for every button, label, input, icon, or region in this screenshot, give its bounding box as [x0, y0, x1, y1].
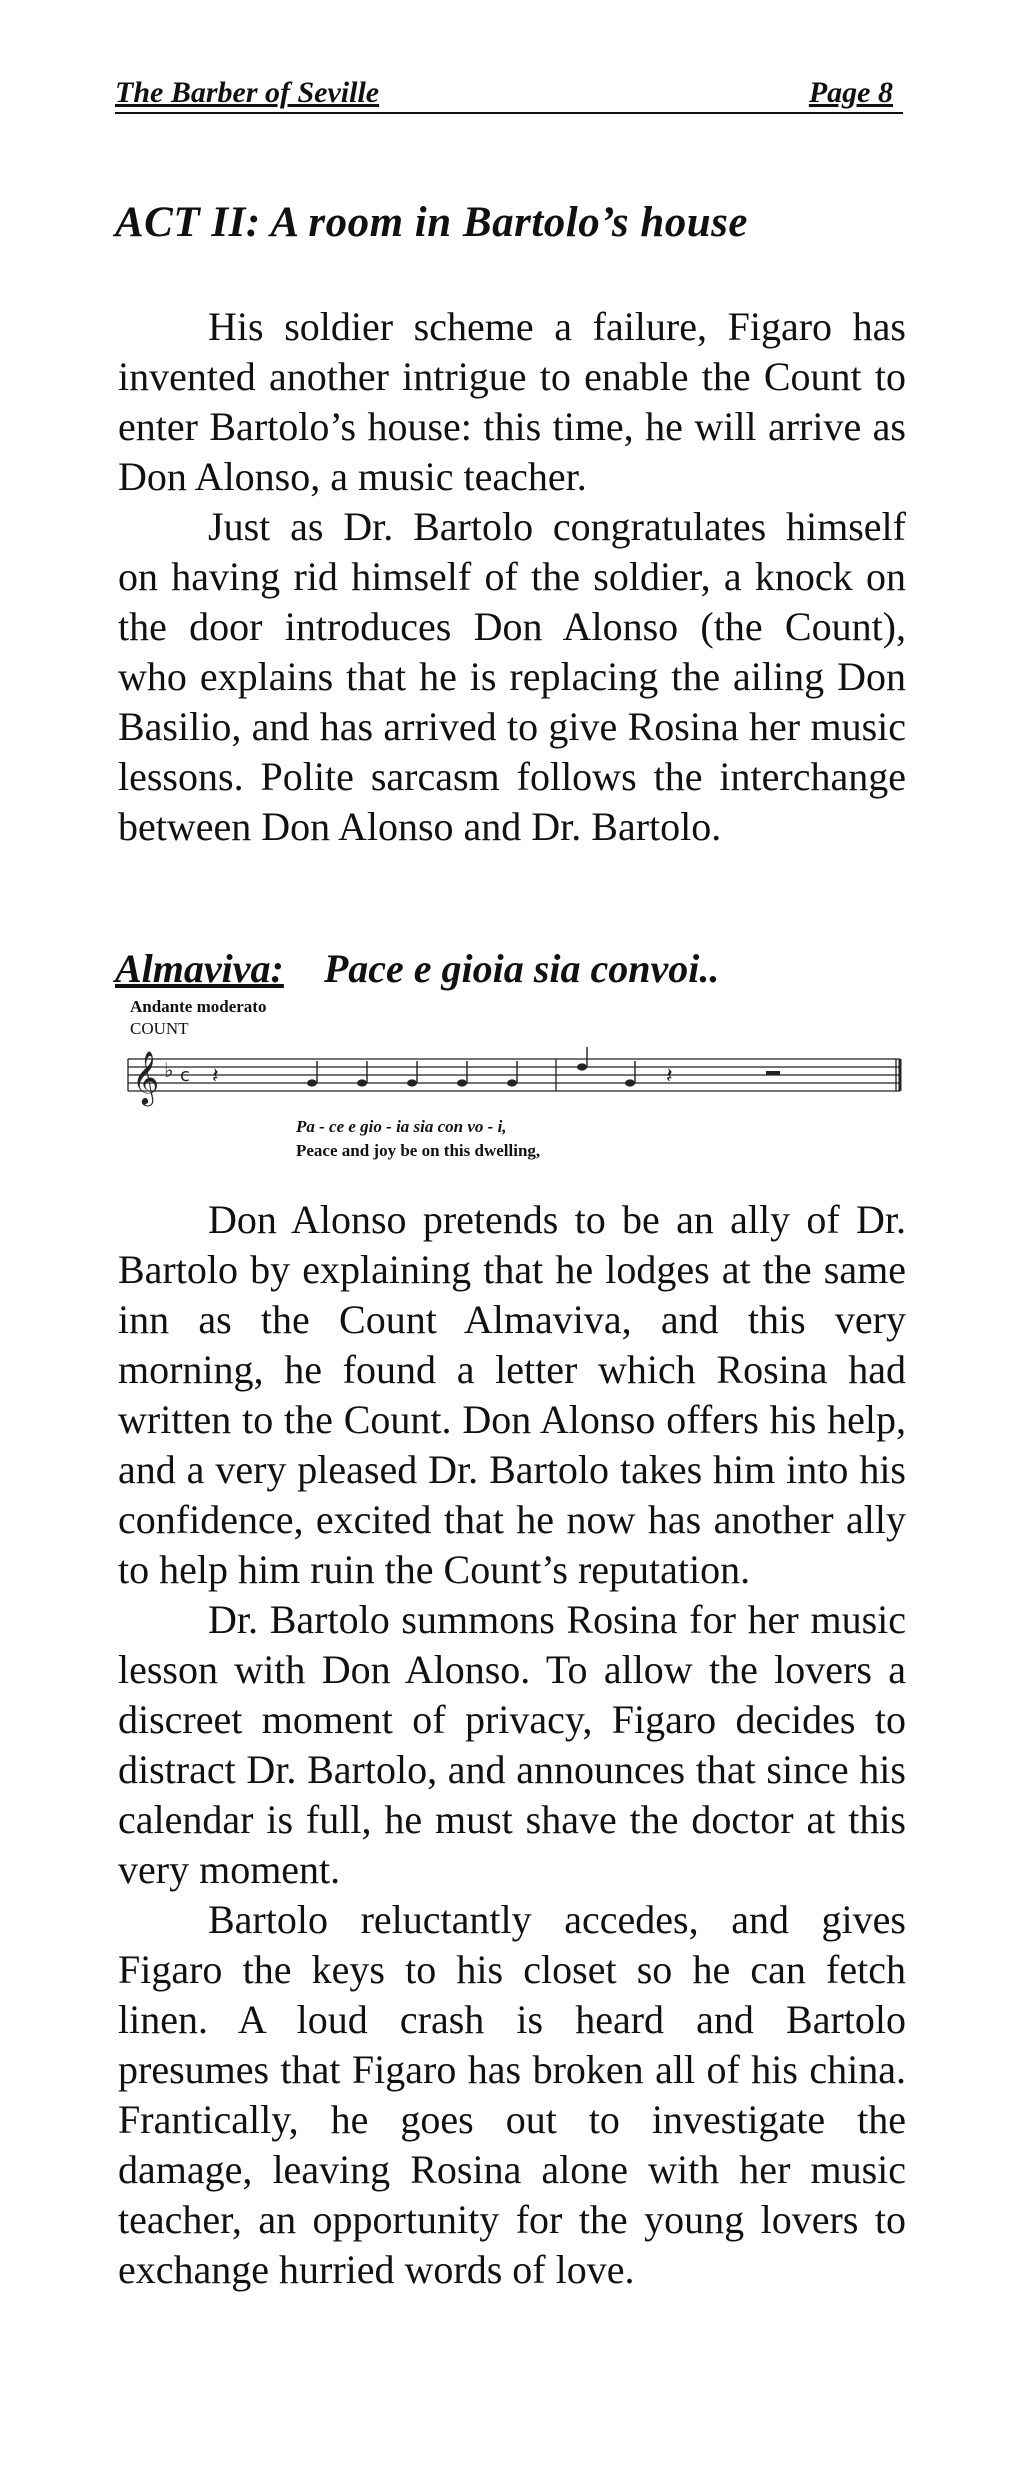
paragraph: His soldier scheme a failure, Figaro has invented another intrigue to enable the Count to enter Bartolo’s house: this time, he will arrive as Don Alonso, a music teacher. [118, 304, 906, 499]
music-excerpt [120, 997, 910, 1182]
aria-singer: Almaviva: [115, 946, 284, 991]
running-head-title: The Barber of Seville [115, 76, 380, 109]
paragraph: Dr. Bartolo summons Rosina for her music lesson with Don Alonso. To allow the lovers a discreet moment of privacy, Figaro decides to distract Dr. Bartolo, and announces that since his calendar is full, he must shave the doctor at this very moment. [118, 1597, 906, 1892]
svg-text:𝄞: 𝄞 [132, 1050, 160, 1104]
act-title: ACT II: A room in Bartolo’s house [115, 199, 748, 246]
svg-text:♭: ♭ [164, 1058, 174, 1082]
svg-text:𝄽: 𝄽 [212, 1064, 219, 1089]
aria-heading [115, 945, 719, 992]
svg-text:𝄽: 𝄽 [666, 1064, 673, 1089]
story-text [118, 1195, 906, 2295]
paragraph: Don Alonso pretends to be an ally of Dr. Bartolo by explaining that he lodges at the same inn as the Count Almaviva, and this very morning, he found a letter which Rosina had written to the Count. Don Alonso offers his help, and a very pleased Dr. Bartolo takes him into his confidence, excited that he now has another ally to help him ruin the Count’s reputation. [118, 1197, 906, 1592]
aria-title: Pace e gioia sia convoi.. [323, 946, 720, 991]
svg-text:c: c [180, 1065, 190, 1086]
tempo-marking: Andante moderato [130, 997, 267, 1016]
paragraph: Bartolo reluctantly accedes, and gives Figaro the keys to his closet so he can fetch linen. A loud crash is heard and Bartolo presumes that Figaro has broken all of his china. Frantically, he goes out to investigate the damage, leaving Rosina alone with her music teacher, an opportunity for the young lovers to exchange hurried words of love. [118, 1897, 906, 2292]
running-head [115, 74, 903, 114]
page-number: Page 8 [808, 76, 893, 109]
lyric-english: Peace and joy be on this dwelling, [296, 1141, 541, 1160]
voice-label: COUNT [130, 1019, 189, 1038]
lyric-italian: Pa - ce e gio - ia sia con vo - i, [296, 1117, 507, 1136]
intro-text [118, 302, 906, 852]
paragraph: Just as Dr. Bartolo congratulates himself on having rid himself of the soldier, a knock on the door introduces Don Alonso (the Count), who explains that he is replacing the ailing Don Basilio, and has arrived to give Rosina her music lessons. Polite sarcasm follows the interchange between Don Alonso and Dr. Bartolo. [118, 504, 906, 849]
music-staff [120, 1037, 910, 1117]
